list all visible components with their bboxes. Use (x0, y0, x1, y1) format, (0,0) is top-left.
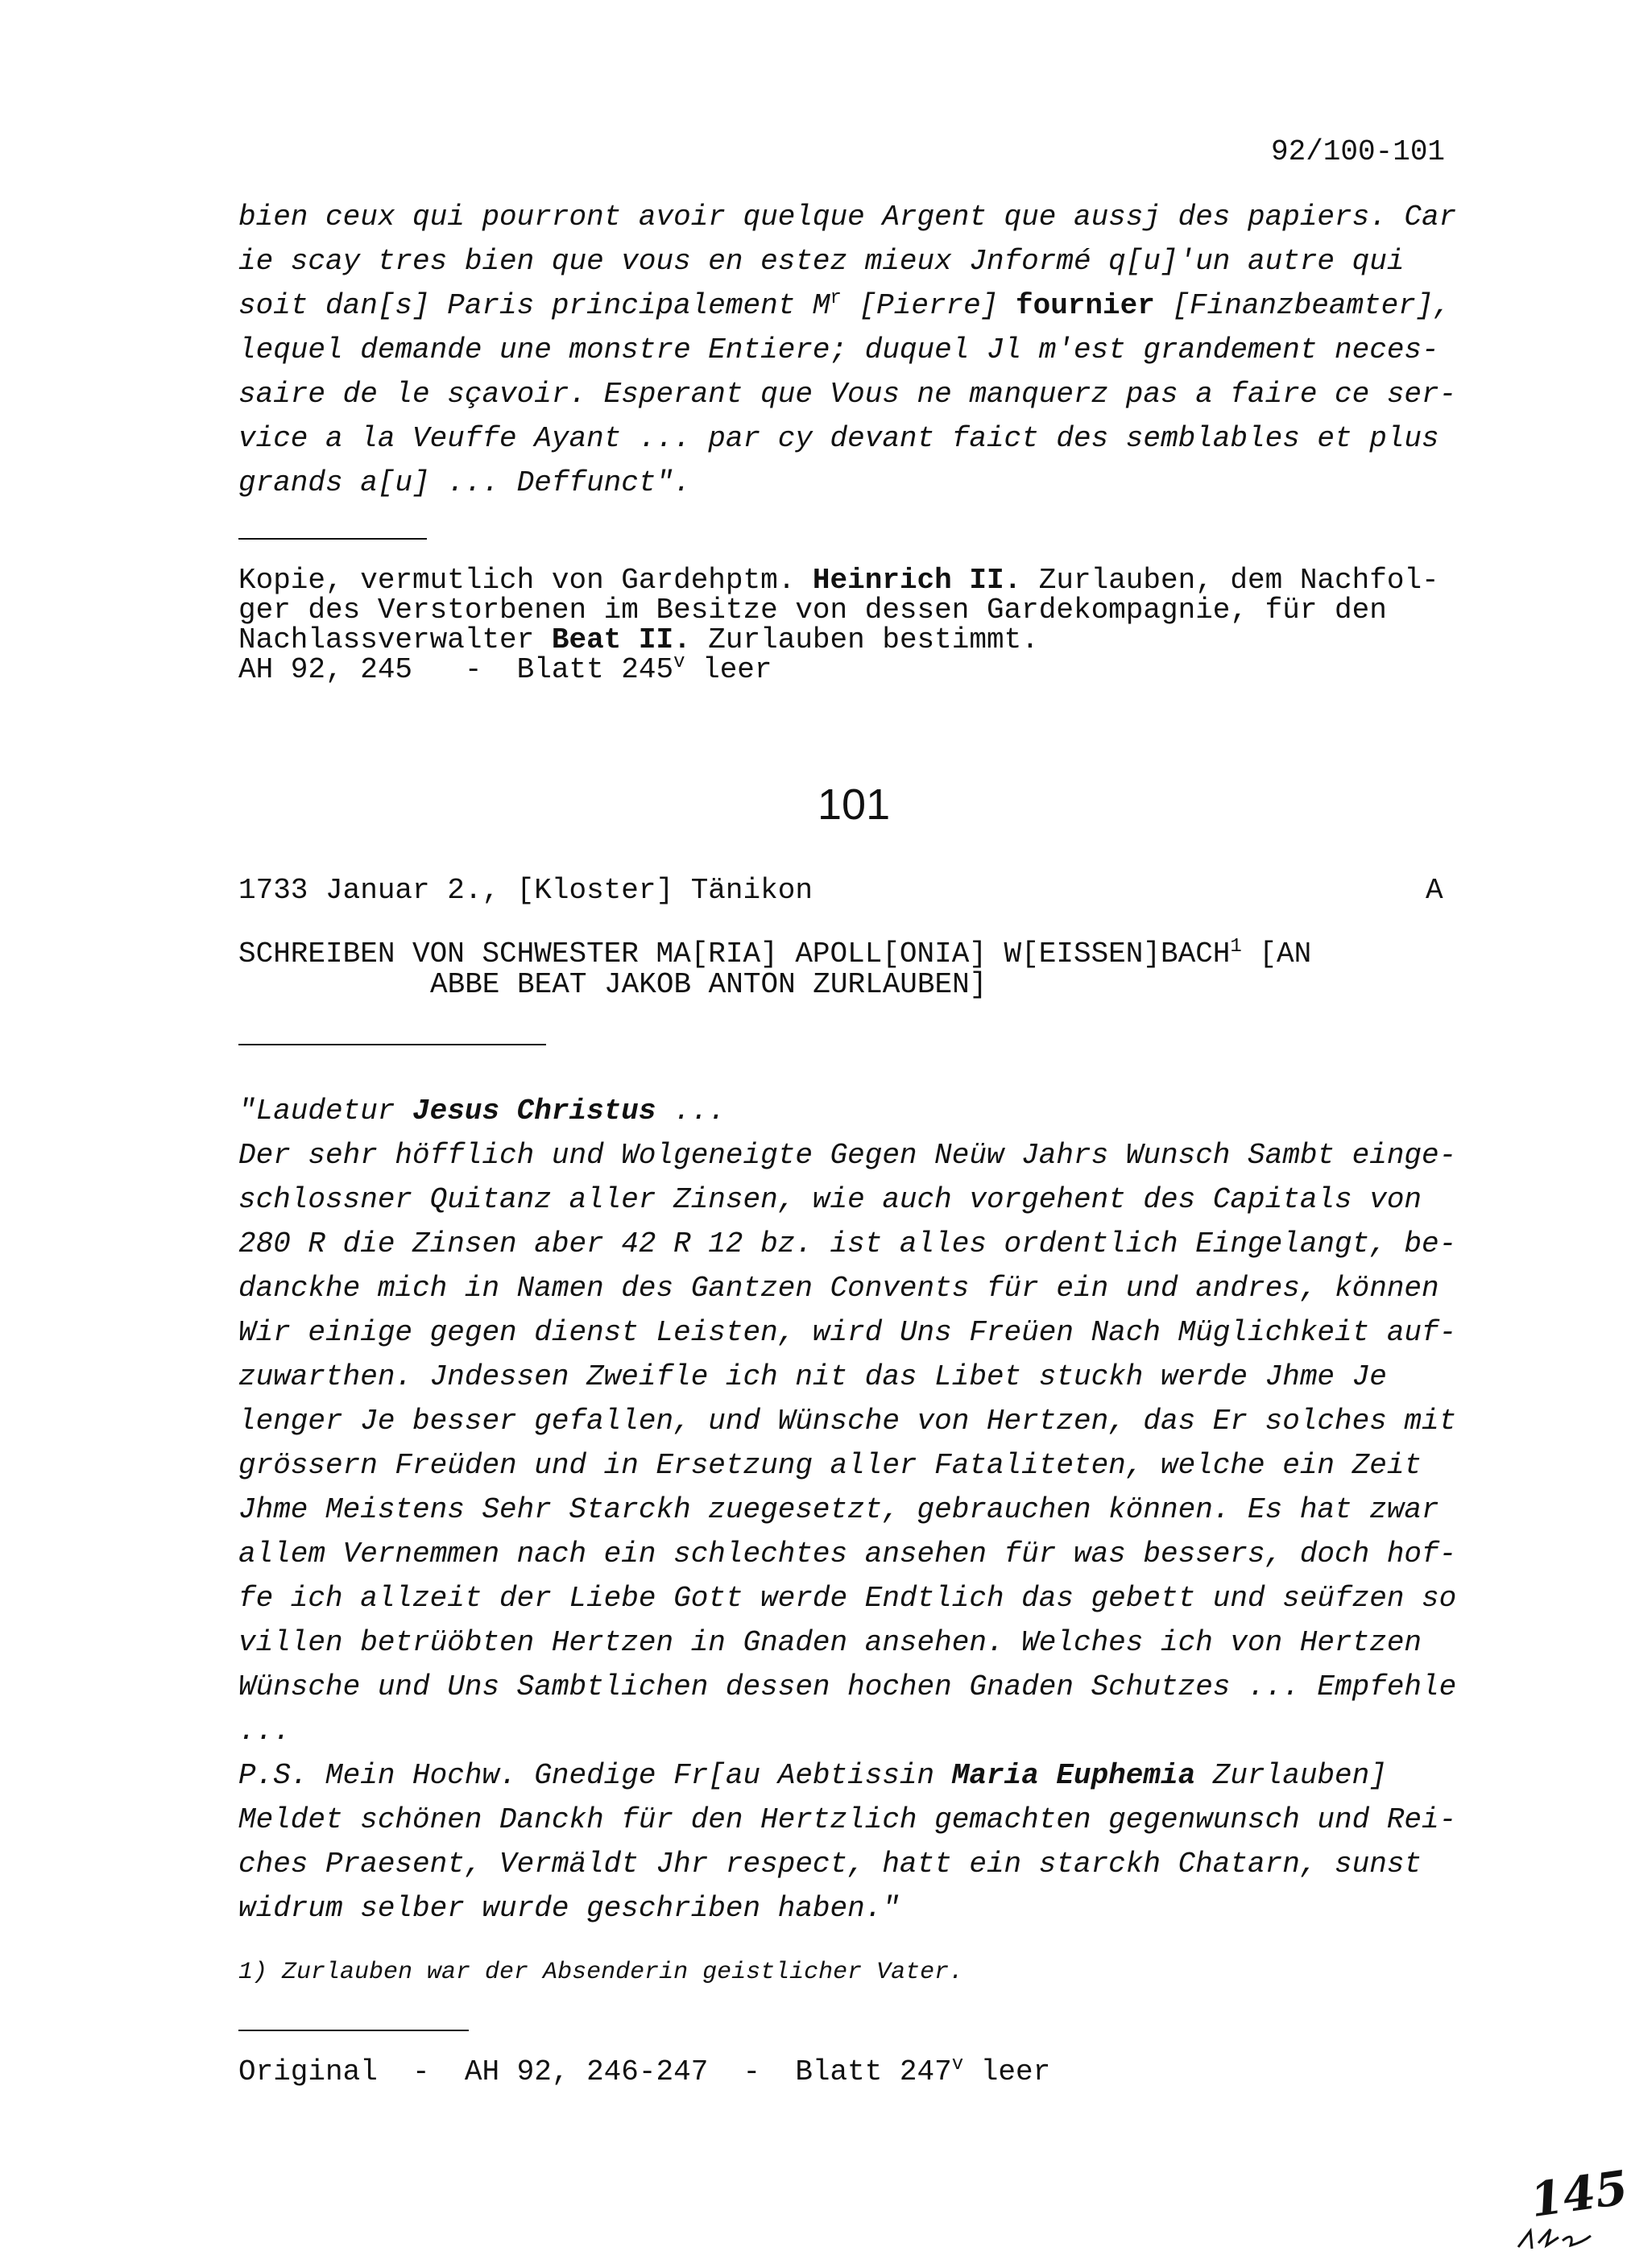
text-line: Wünsche und Uns Sambtlichen dessen hochen Gnaden Schutzes ... Empfehle (238, 1670, 1457, 1703)
text-line: "Laudetur Jesus Christus ... (238, 1095, 726, 1128)
text-line: 280 R die Zinsen aber 42 R 12 bz. ist alles ordentlich Eingelangt, be- (238, 1227, 1457, 1260)
text-line: lequel demande une monstre Entiere; duquel Jl m'est grandement neces- (238, 333, 1439, 366)
text-line: Jhme Meistens Sehr Starckh zuegesetzt, gebrauchen können. Es hat zwar (238, 1493, 1439, 1526)
text-line: ches Praesent, Vermäldt Jhr respect, hatt ein starckh Chatarn, sunst (238, 1848, 1422, 1881)
previous-document-text (238, 195, 1455, 505)
text-line: Wir einige gegen dienst Leisten, wird Uns Freüen Nach Müglichkeit auf- (238, 1316, 1457, 1349)
footnote: 1) Zurlauben war der Absenderin geistlicher Vater. (238, 1959, 964, 1986)
text-line: Der sehr höfflich und Wolgeneigte Gegen Neüw Jahrs Wunsch Sambt einge- (238, 1139, 1457, 1172)
handwritten-page-number-scribble (1514, 2207, 1595, 2255)
text-line: grands a[u] ... Deffunct". (238, 466, 691, 499)
previous-document-note: Kopie, vermutlich von Gardehptm. Heinrich II. Zurlauben, dem Nachfol- ger des Verstorbenen im Besitze von dessen Gardekompagnie, für den Nachlassverwalter Beat II. Zurlauben bestimmt. AH 92, 245 - Blatt 245$^v$ leer (238, 564, 1439, 686)
text-line: ie scay tres bien que vous en estez mieux Jnformé q[u]'un autre qui (238, 245, 1405, 278)
text-line: bien ceux qui pourront avoir quelque Argent que aussj des papiers. Car (238, 201, 1457, 234)
divider-rule (238, 538, 427, 540)
text-line: danckhe mich in Namen des Gantzen Convents für ein und andres, können (238, 1272, 1439, 1305)
text-line: P.S. Mein Hochw. Gnedige Fr[au Aebtissin Maria Euphemia Zurlauben] (238, 1759, 1387, 1792)
divider-rule (238, 2030, 469, 2031)
source-note: Original - AH 92, 246-247 - Blatt 247$^v$ leer (238, 2054, 1051, 2088)
text-line: Meldet schönen Danckh für den Hertzlich gemachten gegenwunsch und Rei- (238, 1803, 1457, 1836)
letter-body (238, 1089, 1455, 1931)
text-line: fe ich allzeit der Liebe Gott werde Endtlich das gebett und seüfzen so (238, 1582, 1457, 1615)
page-reference: 92/100-101 (1271, 135, 1446, 168)
text-line: schlossner Quitanz aller Zinsen, wie auch vorgehent des Capitals von (238, 1183, 1422, 1216)
text-line: villen betrüöbten Hertzen in Gnaden ansehen. Welches ich von Hertzen (238, 1626, 1422, 1659)
text-line: saire de le sçavoir. Esperant que Vous ne manquerz pas a faire ce ser- (238, 378, 1457, 411)
text-line: ... (238, 1715, 291, 1748)
date-place: 1733 Januar 2., [Kloster] Tänikon (238, 874, 813, 907)
divider-rule (238, 1044, 546, 1045)
document-type-letter: A (1426, 874, 1443, 907)
name-fournier: fournier (1015, 289, 1155, 322)
text-line: grössern Freüden und in Ersetzung aller Fataliteten, welche ein Zeit (238, 1449, 1422, 1482)
text-line: vice a la Veuffe Ayant ... par cy devant faict des semblables et plus (238, 422, 1439, 455)
text-line: widrum selber wurde geschriben haben." (238, 1892, 900, 1925)
text-line: allem Vernemmen nach ein schlechtes ansehen für was bessers, doch hof- (238, 1538, 1457, 1571)
text-line: lenger Je besser gefallen, und Wünsche von Hertzen, das Er solches mit (238, 1405, 1457, 1438)
text-line: soit dan[s] Paris principalement $M^r$ [Pierre] fournier [Finanzbeamter], (238, 288, 1451, 322)
text-line: zuwarthen. Jndessen Zweifle ich nit das Libet stuckh werde Jhme Je (238, 1360, 1387, 1393)
document-number: 101 (818, 780, 891, 829)
handwritten-page-number: 145 (1526, 2159, 1631, 2229)
document-title: SCHREIBEN VON SCHWESTER MA[RIA] APOLL[ONIA] W[EISSEN]BACH$^1$ [AN ABBE BEAT JAKOB ANTON ZURLAUBEN] (238, 936, 1312, 1001)
